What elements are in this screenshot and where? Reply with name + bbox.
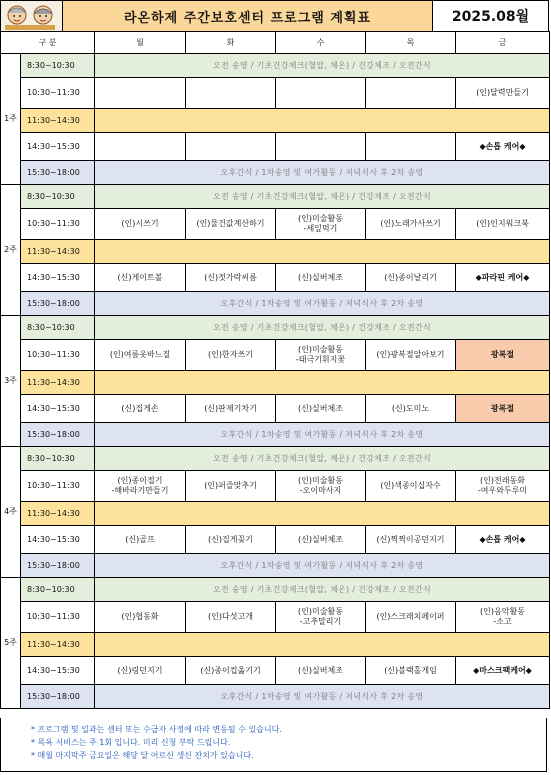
table-row <box>1 554 550 578</box>
column-header: 수 <box>276 32 366 54</box>
time-slot: 14:30~15:30 <box>21 526 95 554</box>
time-slot: 15:30~18:00 <box>21 685 95 709</box>
program-cell: 광복절 <box>456 395 550 423</box>
time-slot: 14:30~15:30 <box>21 264 95 292</box>
program-cell: (인)협동화 <box>95 602 186 633</box>
column-header-row <box>1 32 550 54</box>
program-cell: (인)퍼즐맞추기 <box>186 471 276 502</box>
table-row <box>1 602 550 633</box>
program-cell: (인)다섯고개 <box>186 602 276 633</box>
program-cell: ◆손톱 케어◆ <box>456 133 550 161</box>
program-cell: (신)판제기차기 <box>186 395 276 423</box>
week-label: 5주 <box>1 578 21 709</box>
program-cell: (인)스크래치페이퍼 <box>366 602 456 633</box>
morning-routine-cell: 오전 송영 / 기초건강체크(혈압, 체온) / 건강체조 / 오전간식 <box>95 447 550 471</box>
morning-routine-cell: 오전 송영 / 기초건강체크(혈압, 체온) / 건강체조 / 오전간식 <box>95 185 550 209</box>
afternoon-routine-cell: 오후간식 / 1차송영 및 여가활동 / 저녁식사 후 2차 송영 <box>95 685 550 709</box>
program-cell: (인)미술활동 -세잎먹기 <box>276 209 366 240</box>
program-cell: (인)색종이십자수 <box>366 471 456 502</box>
time-slot: 8:30~10:30 <box>21 316 95 340</box>
program-cell: (인)미술활동 -고추말리기 <box>276 602 366 633</box>
program-cell: (인)미술활동 -태극기휘지꽃 <box>276 340 366 371</box>
logo-illustration <box>1 1 63 31</box>
table-row <box>1 185 550 209</box>
program-cell: (신)젓가락씨름 <box>186 264 276 292</box>
program-cell: (신)골프 <box>95 526 186 554</box>
program-cell: (인)음악활동 -소고 <box>456 602 550 633</box>
logo-icon <box>1 1 63 31</box>
program-cell: (신)블랙홀게임 <box>366 657 456 685</box>
table-row <box>1 161 550 185</box>
lunch-break-cell <box>95 633 550 657</box>
program-cell <box>95 133 186 161</box>
program-cell: (신)집게손 <box>95 395 186 423</box>
time-slot: 8:30~10:30 <box>21 447 95 471</box>
lunch-break-cell <box>95 240 550 264</box>
table-row <box>1 423 550 447</box>
program-cell: (인)미술활동 -오이마사지 <box>276 471 366 502</box>
column-header: 금 <box>456 32 550 54</box>
time-slot: 15:30~18:00 <box>21 554 95 578</box>
time-slot: 11:30~14:30 <box>21 371 95 395</box>
time-slot: 15:30~18:00 <box>21 161 95 185</box>
program-cell: (신)실버체조 <box>276 264 366 292</box>
program-cell: (신)게이트볼 <box>95 264 186 292</box>
week-label: 4주 <box>1 447 21 578</box>
time-slot: 14:30~15:30 <box>21 133 95 161</box>
program-cell: (신)실버체조 <box>276 657 366 685</box>
program-cell: (인)시쓰기 <box>95 209 186 240</box>
schedule-table <box>0 31 550 709</box>
note-line: * 목욕 서비스는 주 1회 입니다. 미리 신청 부탁 드립니다. <box>31 738 231 747</box>
table-row <box>1 633 550 657</box>
time-slot: 11:30~14:30 <box>21 109 95 133</box>
program-cell: ◆손톱 케어◆ <box>456 526 550 554</box>
time-slot: 10:30~11:30 <box>21 340 95 371</box>
time-slot: 10:30~11:30 <box>21 602 95 633</box>
table-row <box>1 502 550 526</box>
time-slot: 10:30~11:30 <box>21 78 95 109</box>
program-cell: (인)전래동화 -여우와두루미 <box>456 471 550 502</box>
program-cell: (인)한자쓰기 <box>186 340 276 371</box>
program-cell <box>276 133 366 161</box>
program-cell: (인)물건값계산하기 <box>186 209 276 240</box>
table-row <box>1 54 550 78</box>
afternoon-routine-cell: 오후간식 / 1차송영 및 여가활동 / 저녁식사 후 2차 송영 <box>95 423 550 447</box>
program-cell: ◆마스크팩케어◆ <box>456 657 550 685</box>
table-row <box>1 109 550 133</box>
morning-routine-cell: 오전 송영 / 기초건강체크(혈압, 체온) / 건강체조 / 오전간식 <box>95 316 550 340</box>
program-cell <box>276 78 366 109</box>
time-slot: 11:30~14:30 <box>21 502 95 526</box>
time-slot: 15:30~18:00 <box>21 292 95 316</box>
morning-routine-cell: 오전 송영 / 기초건강체크(혈압, 체온) / 건강체조 / 오전간식 <box>95 578 550 602</box>
program-cell: (인)여름옷바느질 <box>95 340 186 371</box>
program-cell: ◆파라핀 케어◆ <box>456 264 550 292</box>
time-slot: 11:30~14:30 <box>21 240 95 264</box>
lunch-break-cell <box>95 502 550 526</box>
program-cell: (신)집게꽂기 <box>186 526 276 554</box>
note-line: * 매월 마지막주 금요일은 해당 달 어르신 생신 잔치가 있습니다. <box>31 751 254 760</box>
program-cell: (인)광복절알아보기 <box>366 340 456 371</box>
time-slot: 14:30~15:30 <box>21 657 95 685</box>
note-line: * 프로그램 및 일과는 센터 또는 수급자 사정에 따라 변동될 수 있습니다. <box>31 725 282 734</box>
time-slot: 10:30~11:30 <box>21 471 95 502</box>
program-cell: (신)실버체조 <box>276 526 366 554</box>
lunch-break-cell <box>95 109 550 133</box>
afternoon-routine-cell: 오후간식 / 1차송영 및 여가활동 / 저녁식사 후 2차 송영 <box>95 161 550 185</box>
week-label: 1주 <box>1 54 21 185</box>
table-row <box>1 292 550 316</box>
program-cell: 광복절 <box>456 340 550 371</box>
column-header: 구 분 <box>1 32 95 54</box>
table-row <box>1 578 550 602</box>
program-cell: (신)링던지기 <box>95 657 186 685</box>
program-cell: (인)종이접기 -해바라기만들기 <box>95 471 186 502</box>
program-cell: (신)찍찍이공던지기 <box>366 526 456 554</box>
afternoon-routine-cell: 오후간식 / 1차송영 및 여가활동 / 저녁식사 후 2차 송영 <box>95 554 550 578</box>
column-header: 화 <box>186 32 276 54</box>
header-bar <box>0 0 549 32</box>
table-row <box>1 240 550 264</box>
program-cell <box>186 133 276 161</box>
table-row <box>1 526 550 554</box>
table-row <box>1 685 550 709</box>
afternoon-routine-cell: 오후간식 / 1차송영 및 여가활동 / 저녁식사 후 2차 송영 <box>95 292 550 316</box>
program-cell: (인)달력만들기 <box>456 78 550 109</box>
table-row <box>1 447 550 471</box>
notes-box <box>0 718 547 772</box>
column-header: 월 <box>95 32 186 54</box>
schedule-month: 2025.08월 <box>451 9 530 25</box>
time-slot: 14:30~15:30 <box>21 395 95 423</box>
program-cell: (인)노래가사쓰기 <box>366 209 456 240</box>
program-cell: (신)도미노 <box>366 395 456 423</box>
program-cell <box>186 78 276 109</box>
program-cell: (신)종이날리기 <box>366 264 456 292</box>
time-slot: 8:30~10:30 <box>21 578 95 602</box>
table-row <box>1 133 550 161</box>
table-row <box>1 371 550 395</box>
program-cell: (인)인지워크북 <box>456 209 550 240</box>
table-row <box>1 264 550 292</box>
column-header: 목 <box>366 32 456 54</box>
time-slot: 11:30~14:30 <box>21 633 95 657</box>
table-row <box>1 78 550 109</box>
table-row <box>1 209 550 240</box>
morning-routine-cell: 오전 송영 / 기초건강체크(혈압, 체온) / 건강체조 / 오전간식 <box>95 54 550 78</box>
program-cell: (신)종이컵옮기기 <box>186 657 276 685</box>
time-slot: 10:30~11:30 <box>21 209 95 240</box>
program-cell: (신)실버체조 <box>276 395 366 423</box>
table-row <box>1 340 550 371</box>
table-row <box>1 471 550 502</box>
program-cell <box>95 78 186 109</box>
page-title: 라온하제 주간보호센터 프로그램 계획표 <box>63 1 433 31</box>
week-label: 3주 <box>1 316 21 447</box>
table-row <box>1 395 550 423</box>
time-slot: 8:30~10:30 <box>21 185 95 209</box>
program-cell <box>366 78 456 109</box>
table-row <box>1 657 550 685</box>
lunch-break-cell <box>95 371 550 395</box>
time-slot: 8:30~10:30 <box>21 54 95 78</box>
table-row <box>1 316 550 340</box>
time-slot: 15:30~18:00 <box>21 423 95 447</box>
program-cell <box>366 133 456 161</box>
week-label: 2주 <box>1 185 21 316</box>
